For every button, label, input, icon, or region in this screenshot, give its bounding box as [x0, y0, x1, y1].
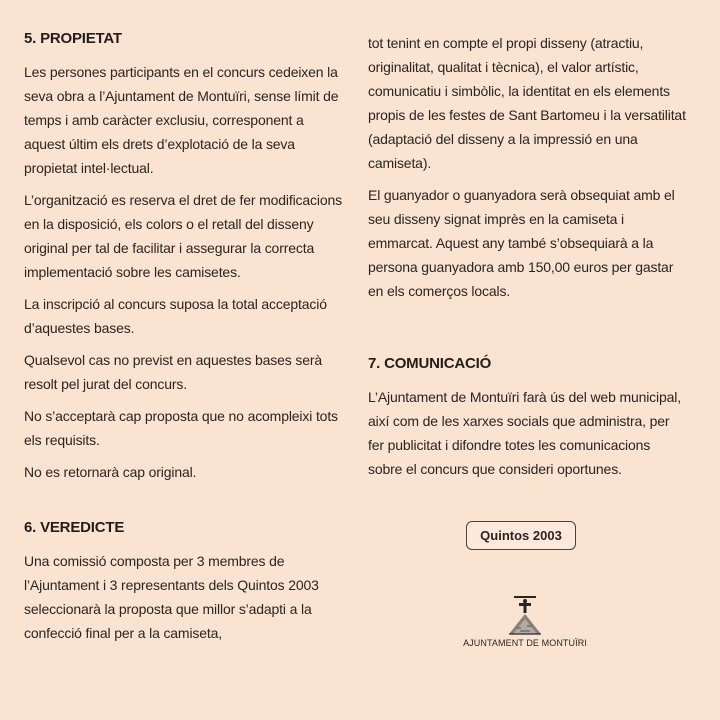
- seal-icon: [507, 594, 543, 636]
- left-column: [24, 30, 344, 653]
- section-5-paragraph-3: La inscripció al concurs suposa la total acceptació d’aquestes bases.: [24, 296, 327, 336]
- section-7-paragraph-1: L’Ajuntament de Montuïri farà ús del web municipal, així com de les xarxes socials que administra, per fer publicitat i difondre totes les comunicacions sobre el concurs que consideri oportunes.: [368, 389, 681, 477]
- section-5-paragraph-2: L’organització es reserva el dret de fer modificacions en la disposició, els colors o el retall del disseny original per tal de facilitar i assegurar la correcta implementació sobre les camisetes.: [24, 192, 342, 280]
- section-5-paragraph-6: No es retornarà cap original.: [24, 464, 197, 480]
- section-6-paragraph-2: El guanyador o guanyadora serà obsequiat amb el seu disseny signat imprès en la camiseta i emmarcat. Aquest any també s’obsequiarà a la persona guanyadora amb 150,00 euros per gastar en els comerços locals.: [368, 187, 675, 299]
- section-5-paragraph-5: No s’acceptarà cap proposta que no acompleixi tots els requisits.: [24, 408, 338, 448]
- section-6-paragraph-1-continued: tot tenint en compte el propi disseny (atractiu, originalitat, qualitat i tècnica), el valor artístic, comunicatiu i simbòlic, la identitat en els elements propis de les festes de Sant Bartomeu i la versatilitat (adaptació del disseny a la impressió en una camiseta).: [368, 35, 686, 171]
- section-7-heading: 7. COMUNICACIÓ: [368, 355, 492, 372]
- quintos-badge: Quintos 2003: [466, 521, 576, 550]
- section-5-heading: 5. PROPIETAT: [24, 30, 122, 47]
- ajuntament-logo: [440, 594, 610, 648]
- right-column: [368, 31, 688, 489]
- logo-caption: AJUNTAMENT DE MONTUÏRI: [463, 638, 587, 648]
- section-5-paragraph-4: Qualsevol cas no previst en aquestes bases serà resolt pel jurat del concurs.: [24, 352, 323, 392]
- section-6-paragraph-1-start: Una comissió composta per 3 membres de l’Ajuntament i 3 representants dels Quintos 2003 seleccionarà la proposta que millor s’adapti a la confecció final per a la camiseta,: [24, 553, 319, 641]
- section-5-paragraph-1: Les persones participants en el concurs cedeixen la seva obra a l’Ajuntament de Montuïri, sense límit de temps i amb caràcter exclusiu, corresponent a aquest últim els drets d’explotació de la seva propietat intel·lectual.: [24, 64, 339, 176]
- section-6-heading: 6. VEREDICTE: [24, 519, 125, 536]
